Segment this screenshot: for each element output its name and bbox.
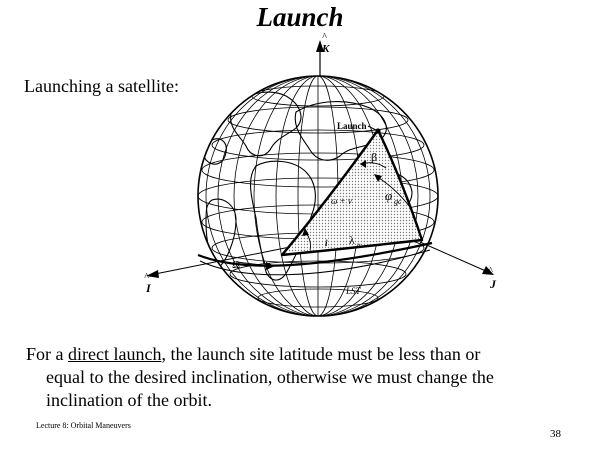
launch-site-marker xyxy=(375,128,380,133)
direct-launch-term: direct launch xyxy=(68,344,162,364)
phi-label: φ xyxy=(385,188,393,203)
footer-lecture: Lecture 8: Orbital Maneuvers xyxy=(36,421,131,430)
i-axis-hat: ^ xyxy=(144,272,149,283)
launch-label: Launch xyxy=(337,121,367,131)
para-prefix: For a xyxy=(26,344,68,364)
inclination-label: i xyxy=(325,238,328,248)
intro-text: Launching a satellite: xyxy=(24,76,179,96)
omega-nu-label: ω + ν xyxy=(331,196,352,206)
j-axis-hat: ^ xyxy=(488,266,493,277)
raan-label: Ω xyxy=(232,259,241,271)
para-line3: inclination of the orbit. xyxy=(46,390,212,410)
phi-subscript: gc xyxy=(394,197,402,206)
page-number: 38 xyxy=(550,428,561,440)
slide-title: Launch xyxy=(256,2,344,32)
para-line2: equal to the desired inclination, otherwise we must change the xyxy=(46,367,494,387)
para-line1-rest: , the launch site latitude must be less than or xyxy=(161,344,481,364)
i-axis-label: I xyxy=(146,281,151,295)
lambda-label: λ xyxy=(349,233,355,247)
lst-label: LST xyxy=(346,286,361,296)
k-axis-label: K xyxy=(322,43,330,55)
body-paragraph xyxy=(26,343,586,412)
lambda-subscript: u xyxy=(357,241,361,249)
k-axis-hat: ^ xyxy=(322,32,327,43)
j-axis xyxy=(420,242,488,272)
j-axis-label: J xyxy=(490,277,496,291)
beta-label: β xyxy=(371,150,378,164)
